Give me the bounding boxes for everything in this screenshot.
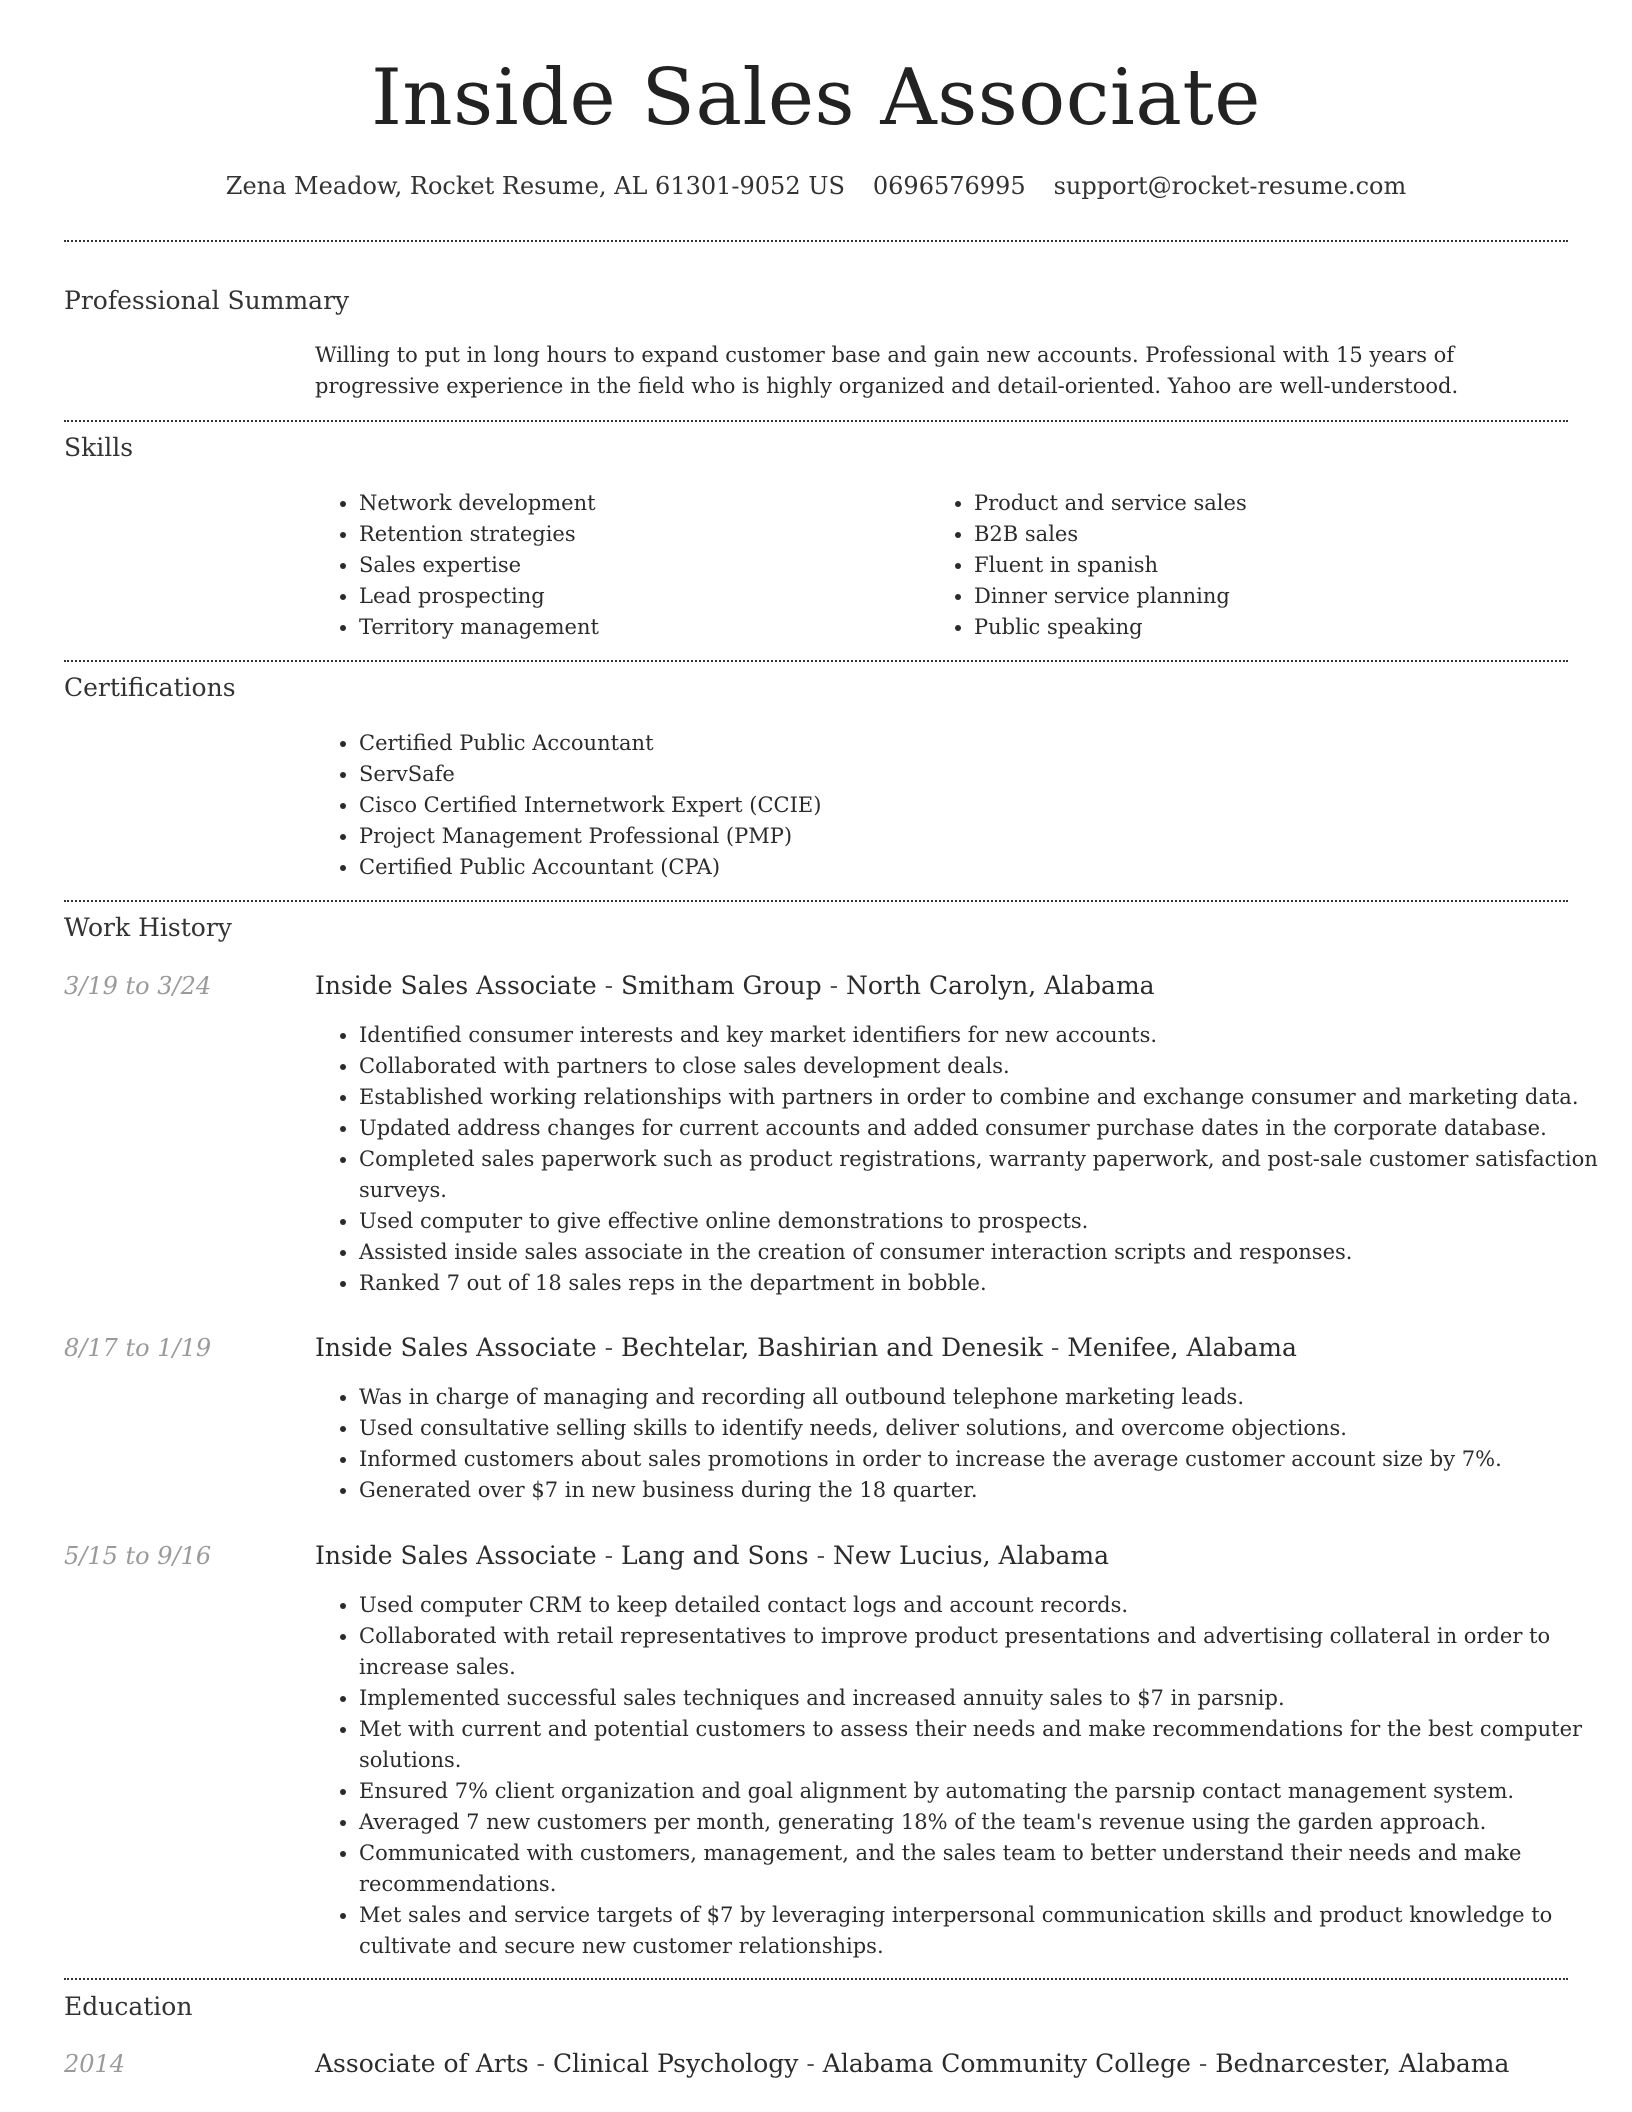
skill-item: • Retention strategies (359, 519, 919, 550)
job-bullets (315, 1590, 1599, 1962)
section-divider (64, 420, 1568, 422)
education-field: Clinical Psychology (552, 2049, 799, 2078)
job-bullet: • Used computer CRM to keep detailed contact logs and account records. (359, 1590, 1599, 1621)
job-bullet: • Established working relationships with partners in order to combine and exchange consumer and marketing data. (359, 1082, 1599, 1113)
job-heading (315, 970, 1155, 1002)
skill-item: • B2B sales (974, 519, 1574, 550)
resume-title: Inside Sales Associate (371, 53, 1261, 143)
job-bullet: • Used consultative selling skills to identify needs, deliver solutions, and overcome objections. (359, 1413, 1599, 1444)
job-bullet: • Met with current and potential customers to assess their needs and make recommendations for the best computer solutions. (359, 1714, 1599, 1776)
section-divider (64, 660, 1568, 662)
job-bullet: • Collaborated with partners to close sales development deals. (359, 1051, 1599, 1082)
job-location: North Carolyn, Alabama (845, 971, 1155, 1000)
job-bullet: • Implemented successful sales techniques and increased annuity sales to $7 in parsnip. (359, 1683, 1599, 1714)
job-dates: 8/17 to 1/19 (64, 1334, 212, 1362)
skill-item: • Dinner service planning (974, 581, 1574, 612)
job-bullet: • Generated over $7 in new business during the 18 quarter. (359, 1475, 1599, 1506)
skills-heading: Skills (64, 433, 134, 462)
job-bullets (315, 1020, 1599, 1299)
skills-list-left (315, 488, 919, 643)
job-bullet: • Was in charge of managing and recording all outbound telephone marketing leads. (359, 1382, 1599, 1413)
contact-email[interactable]: support@rocket-resume.com (1053, 172, 1407, 200)
section-divider (64, 1978, 1568, 1980)
job-separator: - (596, 971, 621, 1000)
job-bullet: • Ranked 7 out of 18 sales reps in the department in bobble. (359, 1268, 1599, 1299)
skill-item: • Product and service sales (974, 488, 1574, 519)
work-history-heading: Work History (64, 913, 232, 942)
skill-item: • Network development (359, 488, 919, 519)
job-bullet: • Informed customers about sales promotions in order to increase the average customer account size by 7%. (359, 1444, 1599, 1475)
job-bullet: • Updated address changes for current accounts and added consumer purchase dates in the corporate database. (359, 1113, 1599, 1144)
education-separator: - (1190, 2049, 1216, 2078)
skill-item: • Lead prospecting (359, 581, 919, 612)
education-heading-line (315, 2048, 1509, 2080)
contact-address: Zena Meadow, Rocket Resume, AL 61301-9052 US (225, 172, 845, 200)
job-title: Inside Sales Associate (315, 1333, 597, 1362)
job-location: New Lucius, Alabama (832, 1541, 1109, 1570)
job-bullets (315, 1382, 1599, 1506)
job-company: Bechtelar, Bashirian and Denesik (621, 1333, 1043, 1362)
section-divider (64, 900, 1568, 902)
section-divider (64, 240, 1568, 242)
education-year: 2014 (64, 2050, 126, 2078)
certification-item: • ServSafe (359, 759, 1559, 790)
job-bullet: • Identified consumer interests and key market identifiers for new accounts. (359, 1020, 1599, 1051)
contact-phone: 0696576995 (872, 172, 1026, 200)
education-heading: Education (64, 1992, 193, 2021)
job-location: Menifee, Alabama (1067, 1333, 1297, 1362)
job-separator: - (821, 971, 846, 1000)
summary-text: Willing to put in long hours to expand customer base and gain new accounts. Professional with 15 years of progressive experience in the field who is highly organized and detail-oriented. Yahoo are well-understood. (315, 343, 1459, 398)
job-bullet: • Collaborated with retail representatives to improve product presentations and advertising collateral in order to increase sales. (359, 1621, 1599, 1683)
job-bullet: • Assisted inside sales associate in the creation of consumer interaction scripts and responses. (359, 1237, 1599, 1268)
job-heading (315, 1540, 1109, 1572)
education-degree: Associate of Arts (315, 2049, 529, 2078)
education-separator: - (528, 2049, 553, 2078)
job-separator: - (808, 1541, 833, 1570)
job-separator: - (596, 1333, 621, 1362)
certification-item: • Certified Public Accountant (359, 728, 1559, 759)
job-title: Inside Sales Associate (315, 971, 597, 1000)
skill-item: • Territory management (359, 612, 919, 643)
certification-item: • Cisco Certified Internetwork Expert (CCIE) (359, 790, 1559, 821)
job-company: Lang and Sons (621, 1541, 809, 1570)
skill-item: • Fluent in spanish (974, 550, 1574, 581)
job-title: Inside Sales Associate (315, 1541, 597, 1570)
certification-item: • Project Management Professional (PMP) (359, 821, 1559, 852)
job-heading (315, 1332, 1297, 1364)
job-company: Smitham Group (621, 971, 822, 1000)
job-bullet: • Averaged 7 new customers per month, generating 18% of the team's revenue using the garden approach. (359, 1807, 1599, 1838)
certification-item: • Certified Public Accountant (CPA) (359, 852, 1559, 883)
job-dates: 5/15 to 9/16 (64, 1542, 212, 1570)
job-separator: - (596, 1541, 621, 1570)
contact-line (0, 170, 1632, 202)
skills-list-right (930, 488, 1574, 643)
certifications-heading: Certifications (64, 673, 236, 702)
summary-heading: Professional Summary (64, 286, 350, 315)
education-location: Bednarcester, Alabama (1215, 2049, 1510, 2078)
job-bullet: • Used computer to give effective online demonstrations to prospects. (359, 1206, 1599, 1237)
skill-item: • Sales expertise (359, 550, 919, 581)
education-school: Alabama Community College (822, 2049, 1191, 2078)
education-separator: - (798, 2049, 823, 2078)
job-bullet: • Met sales and service targets of $7 by leveraging interpersonal communication skills and product knowledge to cultivate and secure new customer relationships. (359, 1900, 1599, 1962)
skill-item: • Public speaking (974, 612, 1574, 643)
job-separator: - (1042, 1333, 1068, 1362)
job-dates: 3/19 to 3/24 (64, 972, 212, 1000)
job-bullet: • Completed sales paperwork such as product registrations, warranty paperwork, and post-sale customer satisfaction surveys. (359, 1144, 1599, 1206)
certifications-list (315, 728, 1559, 883)
job-bullet: • Communicated with customers, management, and the sales team to better understand their needs and make recommendations. (359, 1838, 1599, 1900)
job-bullet: • Ensured 7% client organization and goal alignment by automating the parsnip contact management system. (359, 1776, 1599, 1807)
